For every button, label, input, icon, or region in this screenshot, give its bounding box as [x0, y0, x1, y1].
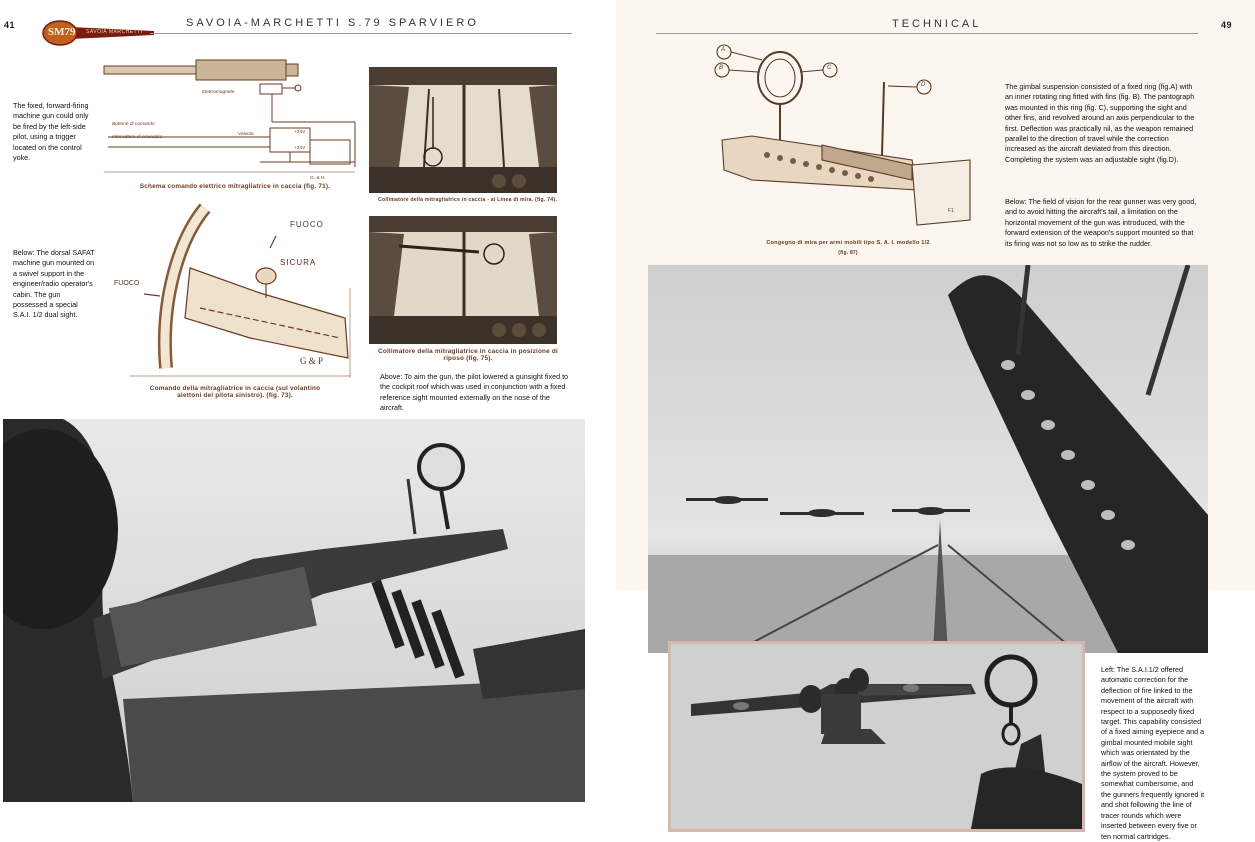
left-page-number: 41	[4, 20, 16, 30]
right-page-number: 49	[1221, 20, 1233, 30]
schema-label-gh: G. & H.	[310, 176, 326, 181]
figure-caption-schema: Schema comando elettrico mitragliatrice in caccia (fig. 71).	[139, 183, 331, 190]
caption-fixed-gun: The fixed, forward-firing machine gun could only be fired by the left-side pilot, using a trigger located on the control yoke.	[13, 101, 89, 163]
yoke-drawing	[100, 198, 355, 384]
logo-banner: SAVOIA MARCHETTI	[86, 29, 143, 35]
mechanism-label-d: D	[921, 82, 926, 88]
cockpit-photo-bottom	[369, 216, 557, 344]
yoke-label-sicura: SICURA	[280, 258, 317, 267]
mechanism-label-a: A	[721, 47, 726, 53]
dorsal-gunner-photo	[3, 419, 585, 802]
figure-caption-congegno: Congegno di mira per armi mobili tipo S. A. I. modello 1/2	[766, 240, 930, 246]
figure-caption-comando: Comando della mitragliatrice in caccia (sul volantino alettoni del pilota sinistro). (fig. 73).	[149, 385, 321, 399]
figure-caption-collimatore-bottom: Collimatore della mitragliatrice in caccia in posizione di riposo (fig. 75).	[378, 348, 558, 362]
figure-caption-congegno-fig: (fig. 87)	[838, 250, 858, 256]
left-header-title: SAVOIA-MARCHETTI S.79 SPARVIERO	[186, 17, 479, 29]
caption-dorsal-gun: Below: The dorsal SAFAT machine gun mounted on a swivel support in the engineer/radio operator's cabin. The gun possessed a special S.A.I. 1/2 dual sight.	[13, 248, 95, 320]
yoke-label-gp: G & P	[300, 356, 324, 366]
schema-label-switch: Interruttore di sicurezza	[112, 135, 163, 140]
left-header-rule	[150, 33, 572, 34]
right-header-rule	[656, 33, 1198, 34]
mechanism-label-c: C	[827, 65, 832, 71]
schema-label-valve: Valvola	[238, 132, 254, 137]
mechanism-label-f1: F1	[948, 208, 954, 214]
logo-mark: SM79	[48, 26, 76, 38]
schema-label-electromagnet: Elettromagnete	[202, 90, 235, 95]
yoke-label-fuoco-top: FUOCO	[290, 220, 324, 229]
schema-label-24v-a: +24V	[294, 130, 306, 135]
caption-gunsight: Above: To aim the gun, the pilot lowered a gunsight fixed to the cockpit roof which was used in conjunction with a fixed reference sight mounted externally on the nose of the aircraft.	[380, 372, 569, 413]
mechanism-label-b: B	[719, 65, 724, 71]
sight-mechanism-drawing	[712, 40, 972, 245]
caption-gimbal: The gimbal suspension consisted of a fixed ring (fig.A) with an inner rotating ring fitted with fins (fig. B). The pantograph was mounted in this ring (fig. C), supporting the sight and other fins, and revolved around an axis perpendicular to the first. Deflection was practically nil, as the weapon remained parallel to the direction of travel while the correction increased as the aircraft deviated from this direction. Completing the system was an adjustable sight (fig.D).	[1005, 82, 1195, 164]
schema-label-button: Bottone di comando	[112, 122, 155, 127]
schema-diagram	[100, 52, 360, 192]
right-header-title: TECHNICAL	[892, 18, 982, 30]
sm79-sight-photo	[668, 641, 1085, 832]
sm79-logo	[42, 20, 154, 46]
yoke-label-fuoco-left: FUOCO	[114, 280, 140, 287]
caption-field-of-vision: Below: The field of vision for the rear gunner was very good, and to avoid hitting the aircraft's tail, a limitation on the horizontal movement of the gun was introduced, with the forward extension of the weapon's support mounted so that its firing was not so low as to strike the rudder.	[1005, 197, 1197, 248]
formation-photo	[648, 265, 1208, 653]
schema-label-24v-b: +24V	[294, 146, 306, 151]
cockpit-photo-top	[369, 67, 557, 193]
figure-caption-collimatore-top: Collimatore della mitragliatrice in caccia - al Linea di mira. (fig. 74).	[378, 197, 557, 203]
caption-sai: Left: The S.A.I.1/2 offered automatic correction for the deflection of fire linked to the movement of the aircraft with respect to a supposedly fixed target. This capability consisted of a fixed aiming eyepiece and a gimbal mounted mobile sight which was orientated by the airflow of the aircraft. However, the system proved to be somewhat cumbersome, and the gunners frequently ignored it and shot following the line of tracer rounds which were inserted between every five or ten normal cartridges.	[1101, 665, 1205, 841]
